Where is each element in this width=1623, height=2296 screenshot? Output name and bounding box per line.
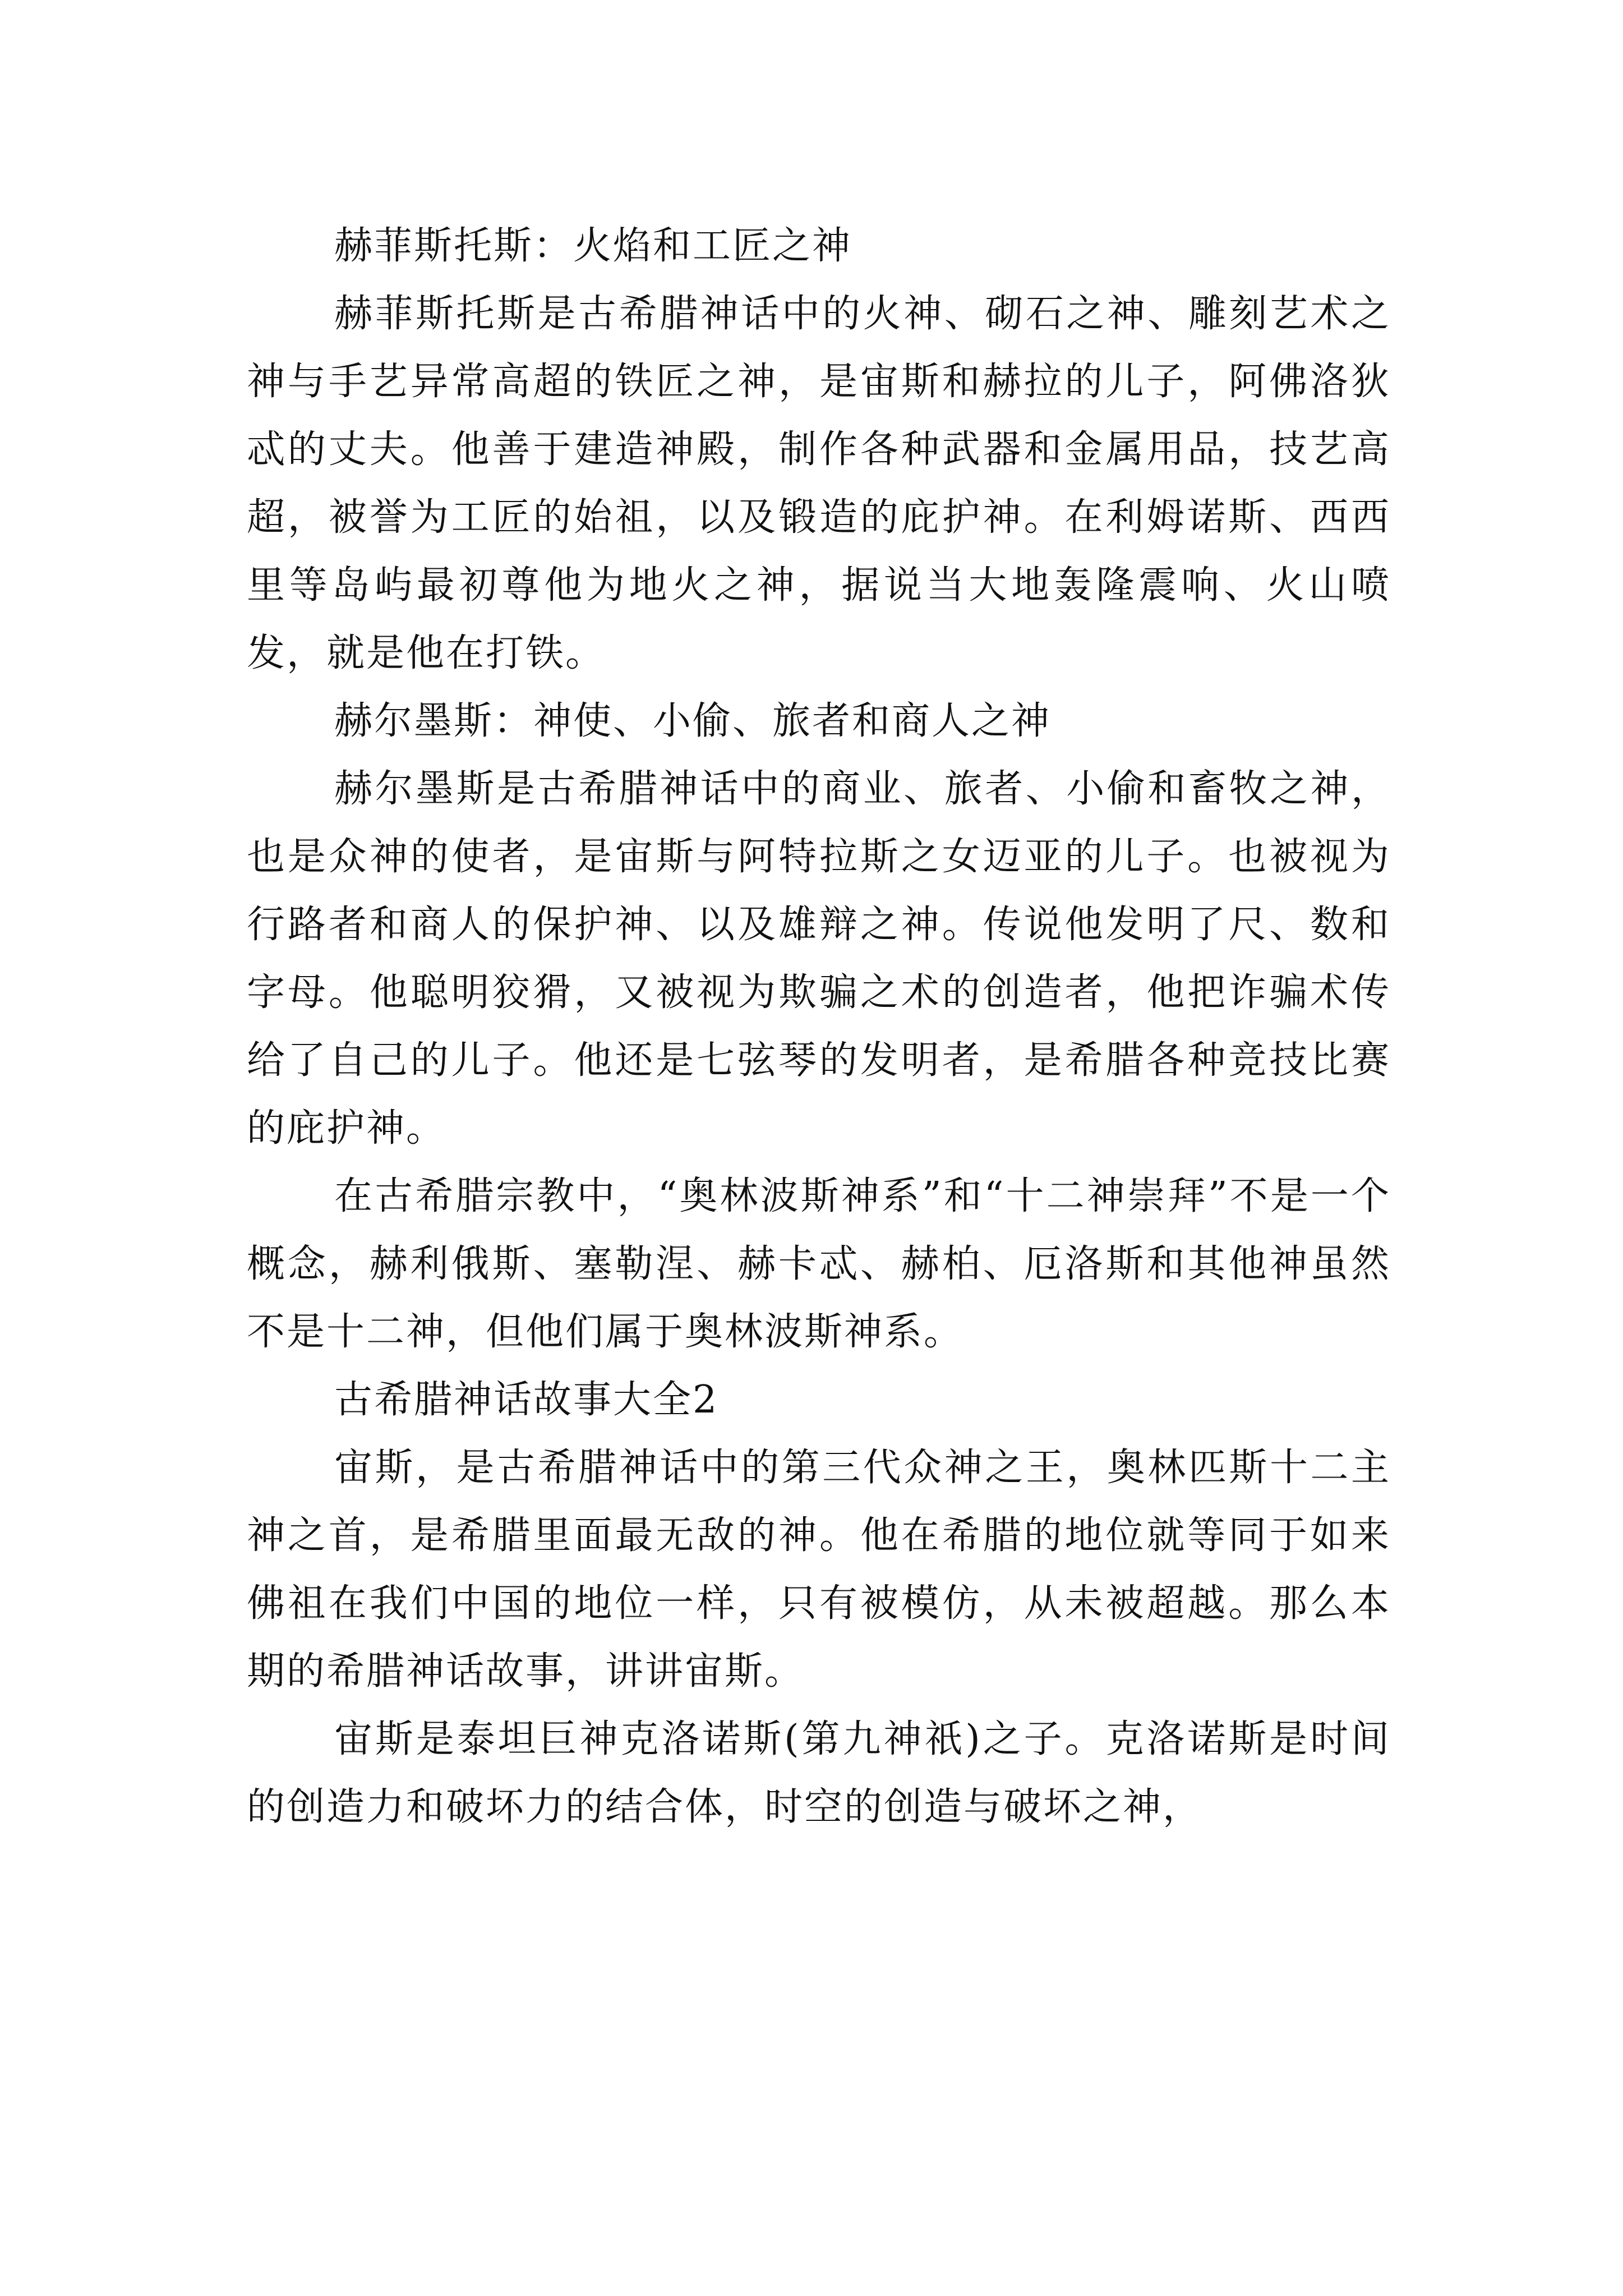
paragraph-zeus-intro: 宙斯，是古希腊神话中的第三代众神之王，奥林匹斯十二主神之首，是希腊里面最无敌的神。他在希腊的地位就等同于如来佛祖在我们中国的地位一样，只有被模仿，从未被超越。那么本期的希腊神话故事，讲讲宙斯。 [247,1446,1391,1694]
section-heading-hephaestus: 赫菲斯托斯：火焰和工匠之神 [334,224,852,268]
paragraph-zeus-origin: 宙斯是泰坦巨神克洛诺斯(第九神祇)之子。克洛诺斯是时间的创造力和破坏力的结合体，时空的创造与破坏之神， [247,1717,1391,1829]
section-heading-hermes: 赫尔墨斯：神使、小偷、旅者和商人之神 [334,699,1052,743]
section-heading-myths-2: 古希腊神话故事大全2 [334,1378,719,1422]
paragraph-hermes: 赫尔墨斯是古希腊神话中的商业、旅者、小偷和畜牧之神，也是众神的使者，是宙斯与阿特拉斯之女迈亚的儿子。也被视为行路者和商人的保护神、以及雄辩之神。传说他发明了尺、数和字母。他聪明狡猾，又被视为欺骗之术的创造者，他把诈骗术传给了自己的儿子。他还是七弦琴的发明者，是希腊各种竞技比赛的庇护神。 [247,767,1391,1151]
paragraph-olympian-system: 在古希腊宗教中，“奥林波斯神系”和“十二神崇拜”不是一个概念，赫利俄斯、塞勒涅、赫卡忒、赫柏、厄洛斯和其他神虽然不是十二神，但他们属于奥林波斯神系。 [247,1174,1391,1354]
paragraph-hephaestus: 赫菲斯托斯是古希腊神话中的火神、砌石之神、雕刻艺术之神与手艺异常高超的铁匠之神，是宙斯和赫拉的儿子，阿佛洛狄忒的丈夫。他善于建造神殿，制作各种武器和金属用品，技艺高超，被誉为工匠的始祖，以及锻造的庇护神。在利姆诺斯、西西里等岛屿最初尊他为地火之神，据说当大地轰隆震响、火山喷发，就是他在打铁。 [247,292,1391,675]
document-page [247,212,1391,1841]
